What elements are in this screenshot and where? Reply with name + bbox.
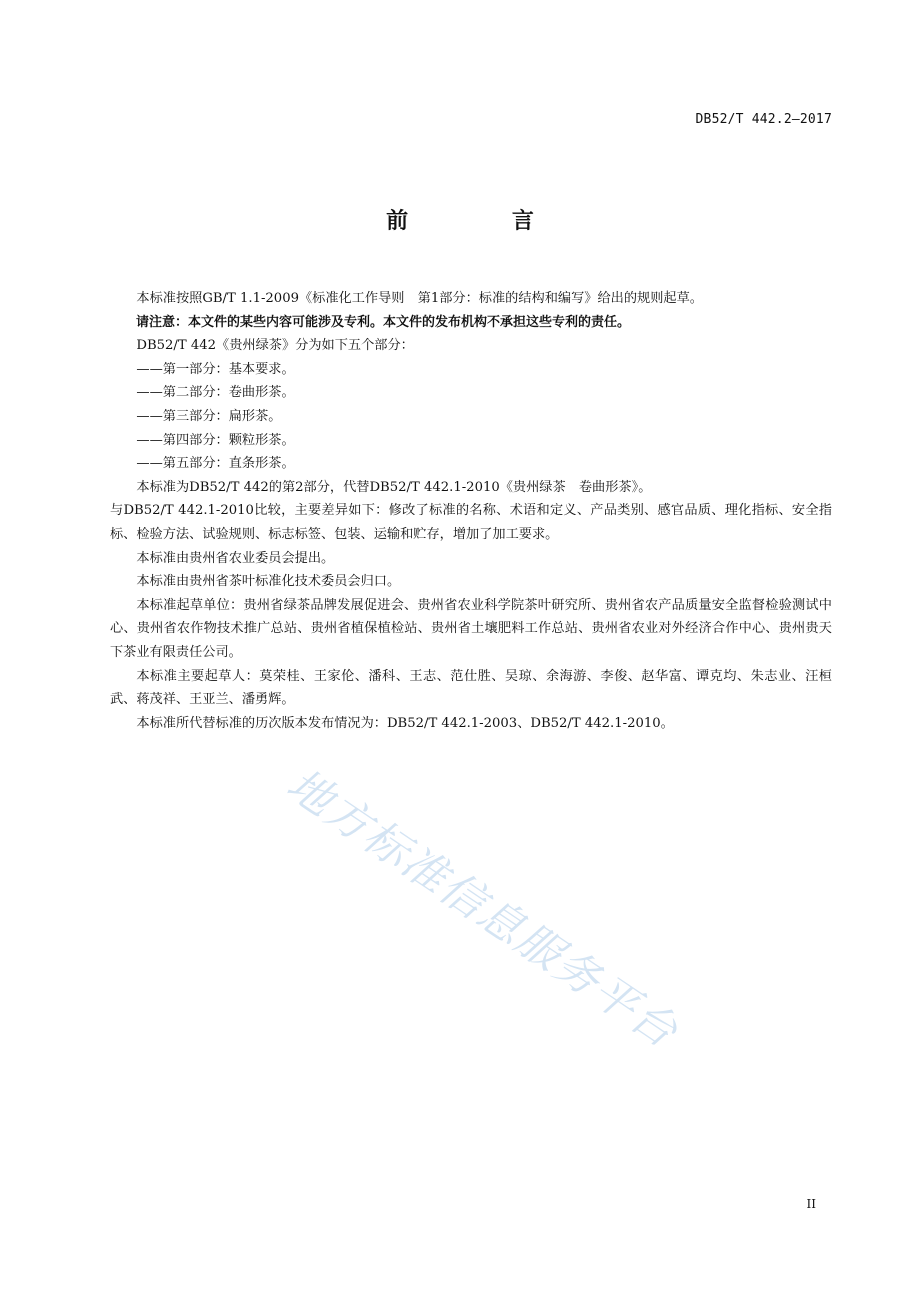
foreword-body — [110, 287, 832, 735]
list-item-part-2: ——第二部分：卷曲形茶。 — [136, 385, 295, 401]
list-item-part-3: ——第三部分：扁形茶。 — [136, 408, 282, 424]
document-code: DB52/T 442.2—2017 — [695, 112, 832, 127]
list-item-part-5: ——第五部分：直条形茶。 — [136, 456, 295, 472]
paragraph-parts-intro: DB52/T 442《贵州绿茶》分为如下五个部分： — [136, 338, 414, 354]
paragraph-committee: 本标准由贵州省茶叶标准化技术委员会归口。 — [136, 574, 401, 590]
paragraph-patent-notice: 请注意：本文件的某些内容可能涉及专利。本文件的发布机构不承担这些专利的责任。 — [136, 314, 631, 330]
page-title: 前 言 — [386, 209, 582, 234]
paragraph-drafting-units: 本标准起草单位：贵州省绿茶品牌发展促进会、贵州省农业科学院茶叶研究所、贵州省农产品质量安全监督检验测试中心、贵州省农作物技术推广总站、贵州省植保植检站、贵州省土壤肥料工作总站、贵州省农业对外经济合作中心、贵州贵天下茶业有限责任公司。 — [110, 597, 832, 660]
list-item-part-1: ——第一部分：基本要求。 — [136, 361, 295, 377]
paragraph-proposer: 本标准由贵州省农业委员会提出。 — [136, 550, 335, 566]
watermark: 地方标准信息服务平台 — [277, 758, 688, 1059]
page-number: II — [806, 1197, 816, 1211]
paragraph-replacement: 本标准为DB52/T 442的第2部分，代替DB52/T 442.1-2010《贵州绿茶 卷曲形茶》。 — [136, 479, 652, 495]
paragraph-differences: 与DB52/T 442.1-2010比较，主要差异如下：修改了标准的名称、术语和定义、产品类别、感官品质、理化指标、安全指标、检验方法、试验规则、标志标签、包装、运输和贮存，增加了加工要求。 — [110, 503, 832, 542]
paragraph-version-history: 本标准所代替标准的历次版本发布情况为：DB52/T 442.1-2003、DB52/T 442.1-2010。 — [136, 715, 674, 731]
list-item-part-4: ——第四部分：颗粒形茶。 — [136, 432, 295, 448]
paragraph-drafting-rules: 本标准按照GB/T 1.1-2009《标准化工作导则 第1部分：标准的结构和编写》给出的规则起草。 — [136, 291, 703, 306]
paragraph-drafters: 本标准主要起草人：莫荣桂、王家伦、潘科、王志、范仕胜、吴琼、余海游、李俊、赵华富、谭克均、朱志业、汪桓武、蒋茂祥、王亚兰、潘勇辉。 — [110, 668, 832, 708]
